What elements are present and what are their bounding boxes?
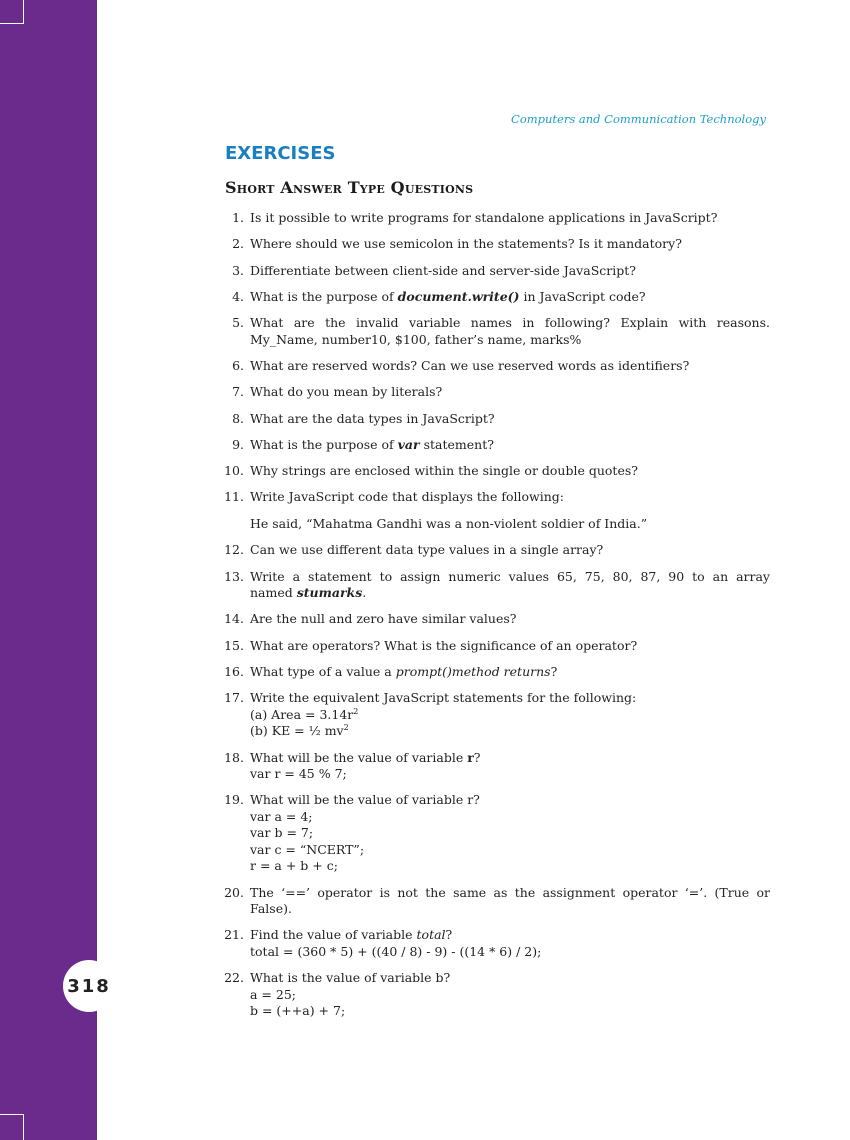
question-text-part: What is the purpose of [250, 436, 398, 452]
code-term: stumarks [296, 585, 363, 601]
code-term: prompt()method returns [395, 663, 551, 679]
question-20 [222, 885, 770, 918]
question-number: 18. [224, 749, 244, 765]
question-6 [222, 358, 770, 375]
question-number: 2. [232, 236, 244, 252]
question-2 [222, 236, 770, 253]
question-1 [222, 210, 770, 227]
question-number: 6. [232, 357, 244, 373]
code-line: a = 25; [250, 986, 296, 1002]
question-text: What is the value of variable b? [250, 970, 451, 986]
question-number: 13. [224, 568, 244, 584]
question-subline [250, 585, 770, 602]
code-line: r = a + b + c; [250, 858, 338, 874]
code-term: var [397, 436, 420, 452]
question-number: 3. [232, 262, 244, 278]
question-21 [222, 927, 770, 960]
question-number: 14. [224, 611, 244, 627]
question-12 [222, 542, 770, 559]
question-3 [222, 263, 770, 280]
crop-mark-top [0, 0, 24, 24]
question-text-part: What is the purpose of [250, 288, 398, 304]
crop-mark-bottom [0, 1114, 24, 1140]
subsection-title: Short Answer Type Questions [225, 178, 474, 197]
question-text-part: Find the value of variable [250, 927, 417, 943]
question-text: What will be the value of variable r? [250, 792, 480, 808]
question-text [250, 569, 770, 586]
question-text: Is it possible to write programs for standalone applications in JavaScript? [250, 210, 718, 225]
question-text-part: ? [473, 749, 481, 765]
question-number: 1. [232, 210, 244, 225]
question-text [250, 315, 770, 332]
question-text: Write JavaScript code that displays the following: [250, 489, 564, 505]
formula-a [250, 707, 770, 724]
code-line: var r = 45 % 7; [250, 766, 347, 782]
question-text-part: What type of a value a [250, 663, 396, 679]
code-line: b = (++a) + 7; [250, 1003, 346, 1019]
question-11 [222, 489, 770, 532]
question-text [250, 750, 770, 767]
question-number: 4. [232, 288, 244, 304]
code-line: total = (360 * 5) + ((40 / 8) - 9) - ((14 * 6) / 2); [250, 943, 542, 959]
question-16 [222, 664, 770, 681]
question-subline: My_Name, number10, $100, father’s name, marks% [250, 331, 582, 347]
question-7 [222, 384, 770, 401]
question-14 [222, 611, 770, 628]
question-number: 17. [224, 690, 244, 706]
formula-text: (b) KE = ½ mv [250, 723, 344, 739]
code-line: var c = “NCERT”; [250, 841, 365, 857]
question-text: What are the data types in JavaScript? [250, 410, 495, 426]
question-text-part: in JavaScript code? [519, 288, 646, 304]
question-number: 8. [232, 410, 244, 426]
section-title: EXERCISES [225, 143, 336, 164]
question-18 [222, 750, 770, 783]
question-text: What do you mean by literals? [250, 384, 443, 400]
page-number: 318 [63, 960, 115, 1012]
question-17 [222, 690, 770, 740]
variable-name: r [467, 749, 474, 765]
question-number: 15. [224, 637, 244, 653]
question-text: Write the equivalent JavaScript statements for the following: [250, 690, 637, 706]
question-number: 22. [224, 970, 244, 986]
question-text-part: statement? [419, 436, 494, 452]
question-text-part: Write a statement to assign numeric values 65, 75, 80, 87, 90 to an array [250, 568, 770, 584]
question-text: Differentiate between client-side and server-side JavaScript? [250, 262, 636, 278]
running-header: Computers and Communication Technology [511, 112, 766, 126]
question-text: What are operators? What is the significance of an operator? [250, 637, 638, 653]
question-number: 12. [224, 542, 244, 558]
question-text-part: What are the invalid variable names in following? Explain with reasons. [250, 315, 770, 331]
question-number: 9. [232, 436, 244, 452]
superscript: 2 [353, 706, 359, 716]
question-8 [222, 411, 770, 428]
question-4 [222, 289, 770, 306]
question-text-part: What will be the value of variable [250, 749, 468, 765]
question-text [250, 664, 770, 681]
question-19 [222, 792, 770, 875]
question-text: Are the null and zero have similar values? [250, 611, 517, 627]
question-text-part: ? [445, 927, 453, 943]
question-number: 7. [232, 384, 244, 400]
question-text-part: ? [550, 663, 558, 679]
variable-name: total [416, 927, 446, 943]
question-number: 5. [232, 315, 244, 331]
question-10 [222, 463, 770, 480]
question-number: 20. [224, 884, 244, 900]
superscript: 2 [343, 723, 349, 733]
question-5 [222, 315, 770, 348]
question-text-part: named [250, 585, 297, 601]
question-22 [222, 970, 770, 1020]
question-number: 21. [224, 927, 244, 943]
question-text-part: . [362, 585, 367, 601]
question-13 [222, 569, 770, 602]
formula-b [250, 723, 770, 740]
question-text: The ‘==’ operator is not the same as the assignment operator ‘=’. (True or False). [250, 884, 770, 917]
formula-text: (a) Area = 3.14r [250, 706, 354, 722]
question-subline: He said, “Mahatma Gandhi was a non-violent soldier of India.” [250, 515, 648, 531]
question-text: What are reserved words? Can we use reserved words as identifiers? [250, 357, 690, 373]
question-text [250, 927, 770, 944]
question-text: Can we use different data type values in a single array? [250, 542, 604, 558]
question-text: Where should we use semicolon in the statements? Is it mandatory? [250, 236, 682, 252]
question-list [222, 210, 770, 1030]
question-15 [222, 638, 770, 655]
code-term: document.write() [397, 288, 520, 304]
question-text [250, 437, 770, 454]
question-number: 16. [224, 663, 244, 679]
question-number: 11. [224, 489, 244, 505]
question-text: Why strings are enclosed within the single or double quotes? [250, 463, 638, 479]
question-9 [222, 437, 770, 454]
question-number: 10. [224, 463, 244, 479]
code-line: var b = 7; [250, 825, 314, 841]
question-number: 19. [224, 792, 244, 808]
code-line: var a = 4; [250, 808, 313, 824]
question-text [250, 289, 770, 306]
